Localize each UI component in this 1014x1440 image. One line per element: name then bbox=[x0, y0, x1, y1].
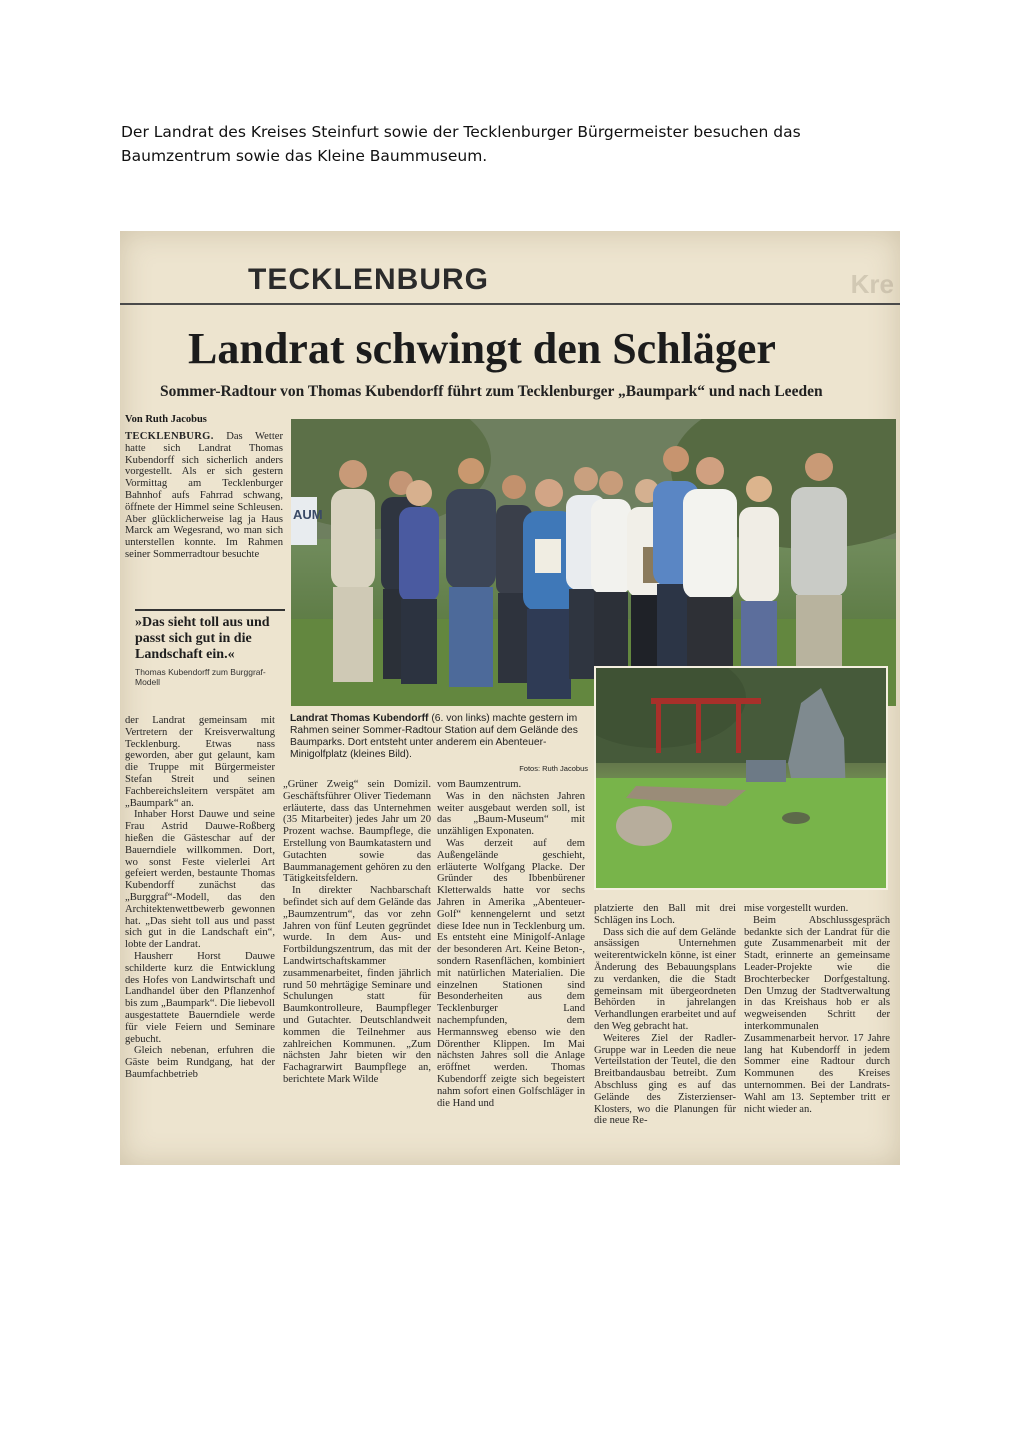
col5-paragraph: mise vorgestellt wurden. bbox=[744, 903, 849, 914]
caption-text: (6. von links) machte gestern im Rahmen seiner Sommer-Radtour Station auf dem Gelände des Baumparks. Dort entsteht unter anderem ein Abenteuer-Minigolfplatz (kleines Bild). bbox=[290, 713, 578, 760]
col1-paragraph: Gleich nebenan, erfuhren die Gäste beim Rundgang, hat der Baumfachbetrieb bbox=[125, 1045, 275, 1080]
lead-column bbox=[125, 431, 283, 561]
col2-paragraph: In direkter Nachbarschaft befindet sich auf dem Gelände das „Baumzentrum“, das vor zehn Jahren von fünf Leuten gegründet wurde. In dem Aus- und Fortbildungszentrum, das mit der Landwirtschaftskammer zusammenarbeitet, finden jährlich rund 50 mehrtägige Seminare und Schulungen statt für Baumkontrolleure, Baumpfleger und Gutachter. Deutschlandweit kommen die Teilnehmer aus zahlreichen Kommunen. „Zum nächsten Jahr bieten wir den Fachagrarwirt Baumpflege an, berichtete Mark Wilde bbox=[283, 885, 431, 1085]
col4-paragraph: platzierte den Ball mit drei Schlägen ins Loch. bbox=[594, 903, 736, 926]
col3-paragraph: Was in den nächsten Jahren weiter ausgebaut werden soll, ist das „Baum-Museum“ mit unzähligen Exponaten. bbox=[437, 790, 585, 838]
col1-paragraph: der Landrat gemeinsam mit Vertretern der Kreisverwaltung Tecklenburg. Etwas nass geworden, aber gut gelaunt, kam die Truppe mit Bürgermeister Stefan Streit und seinen Fachbereichsleitern verspätet am „Baumpark“ an. bbox=[125, 715, 275, 809]
group-photo-illustration bbox=[291, 419, 896, 706]
newspaper-clipping bbox=[120, 231, 900, 1165]
col3-paragraph: vom Baumzentrum. bbox=[437, 779, 522, 790]
intro-text: Der Landrat des Kreises Steinfurt sowie der Tecklenburger Bürgermeister besuchen das Baumzentrum sowie das Kleine Baummuseum. bbox=[121, 123, 801, 165]
photo-credit: Fotos: Ruth Jacobus bbox=[519, 764, 588, 773]
pull-quote bbox=[135, 609, 285, 687]
col2-paragraph: „Grüner Zweig“ sein Domizil. Geschäftsführer Oliver Tiedemann erläuterte, dass das Unternehmen (35 Mitarbeiter) jedes Jahr um 20 Prozent wachse. Baumpflege, die Erstellung von Baumkatastern und Gutachten sowie das Baummanagement gehören zu den Tätigkeitsfeldern. bbox=[283, 779, 431, 885]
pull-quote-text: »Das sieht toll aus und passt sich gut in die Landschaft ein.« bbox=[135, 615, 270, 662]
byline: Von Ruth Jacobus bbox=[125, 414, 207, 425]
photo-caption bbox=[290, 713, 588, 775]
pull-quote-source: Thomas Kubendorff zum Burggraf-Modell bbox=[135, 667, 266, 687]
column-5 bbox=[744, 903, 890, 1115]
col3-paragraph: Was derzeit auf dem Außengelände geschieht, erläuterte Wolfgang Placke. Der Gründer des Ibbenbürener Kletterwalds hatte vor sechs Jahren in Amerika „Abenteuer-Golf“ kennengelernt und setzt diese Idee nun in Tecklenburg um. Es entsteht eine Minigolf-Anlage der besonderen Art. Keine Beton-, sondern Rasenflächen, kombiniert mit natürlichen Materialien. Die einzelnen Stationen sind Besonderheiten aus dem Tecklenburger Land nachempfunden, dem Hermannsweg ebenso wie den Dörenther Klippen. Im Mai nächsten Jahres soll die Anlage eröffnet werden. Thomas Kubendorff zeigte sich begeistert nahm sofort einen Golfschläger in die Hand und bbox=[437, 837, 585, 1109]
svg-text:AUM: AUM bbox=[293, 507, 323, 522]
section-title: TECKLENBURG bbox=[248, 263, 489, 296]
column-3 bbox=[437, 779, 585, 1109]
col1-paragraph: Hausherr Horst Dauwe schilderte kurz die Entwicklung des Hofes von Landwirtschaft und Landhandel über den Pflanzenhof bis zum „Baumpark“. Die liebevoll ausgestattete Bauerndiele werde für viele Feiern und Seminare gebucht. bbox=[125, 950, 275, 1045]
bleed-through-ghost: Kre bbox=[850, 269, 894, 299]
column-4 bbox=[594, 903, 736, 1127]
col4-paragraph: Weiteres Ziel der Radler-Gruppe war in Leeden die neue Verteilstation der Teutel, die den Breitbandausbau betreibt. Zum Abschluss ging es auf das Gelände des Zisterzienser-Klosters, wo die Planungen für die neue Re- bbox=[594, 1032, 736, 1127]
col1-paragraph: Inhaber Horst Dauwe und seine Frau Astrid Dauwe-Roßberg hießen die Gästeschar auf der Bauerndiele willkommen. Dort, wo sonst Feste vielerlei Art gefeiert werden, bestaunte Thomas Kubendorff zunächst das „Burggraf“-Modell, das den Architektenwettbewerb gewonnen hat. „Das sieht toll aus und passt sich gut in die Landschaft ein“, lobte der Landrat. bbox=[125, 809, 275, 951]
section-divider bbox=[120, 303, 900, 305]
subheadline: Sommer-Radtour von Thomas Kubendorff führt zum Tecklenburger „Baumpark“ und nach Leeden bbox=[160, 383, 823, 400]
dateline: TECKLENBURG. bbox=[125, 431, 214, 442]
column-2 bbox=[283, 779, 431, 1086]
headline: Landrat schwingt den Schläger bbox=[188, 324, 776, 373]
minigolf-photo-illustration bbox=[596, 668, 886, 888]
lead-text: Das Wetter hatte sich Landrat Thomas Kubendorff sich sicherlich anders vorgestellt. Als er sich gestern Vormittag am Tecklenburger Bahnhof aufs Fahrrad schwang, öffnete der Himmel seine Schleusen. Aber glücklicherweise lag ja Haus Marck am Wegesrand, wo man sich unterstellen konnte. Im Rahmen seiner Sommerradtour besuchte bbox=[125, 431, 283, 560]
group-photo bbox=[291, 419, 896, 706]
minigolf-photo bbox=[594, 666, 888, 890]
caption-bold: Landrat Thomas Kubendorff bbox=[290, 713, 429, 724]
column-1 bbox=[125, 715, 275, 1081]
col4-paragraph: Dass sich die auf dem Gelände ansässigen Unternehmen weiterentwickeln könne, ist einer Änderung des Bebauungsplans zu verdanken, die die Stadt gemeinsam mit übergeordneten Behörden in jahrelangen Verhandlungen erarbeitet und auf den Weg gebracht hat. bbox=[594, 926, 736, 1032]
col5-paragraph: Beim Abschlussgespräch bedankte sich der Landrat für die gute Zusammenarbeit mit der Stadt, erinnerte an gemeinsame Leader-Projekte wie die Brochterbecker Dorfgestaltung. Den Umzug der Stadtverwaltung in das Kreishaus hob er als wegweisenden Schritt der interkommunalen Zusammenarbeit hervor. 17 Jahre lang hat Kubendorff in jedem Sommer eine Radtour durch Kommunen des Kreises unternommen. Bei der Landrats-Wahl am 13. September tritt er nicht wieder an. bbox=[744, 914, 890, 1115]
